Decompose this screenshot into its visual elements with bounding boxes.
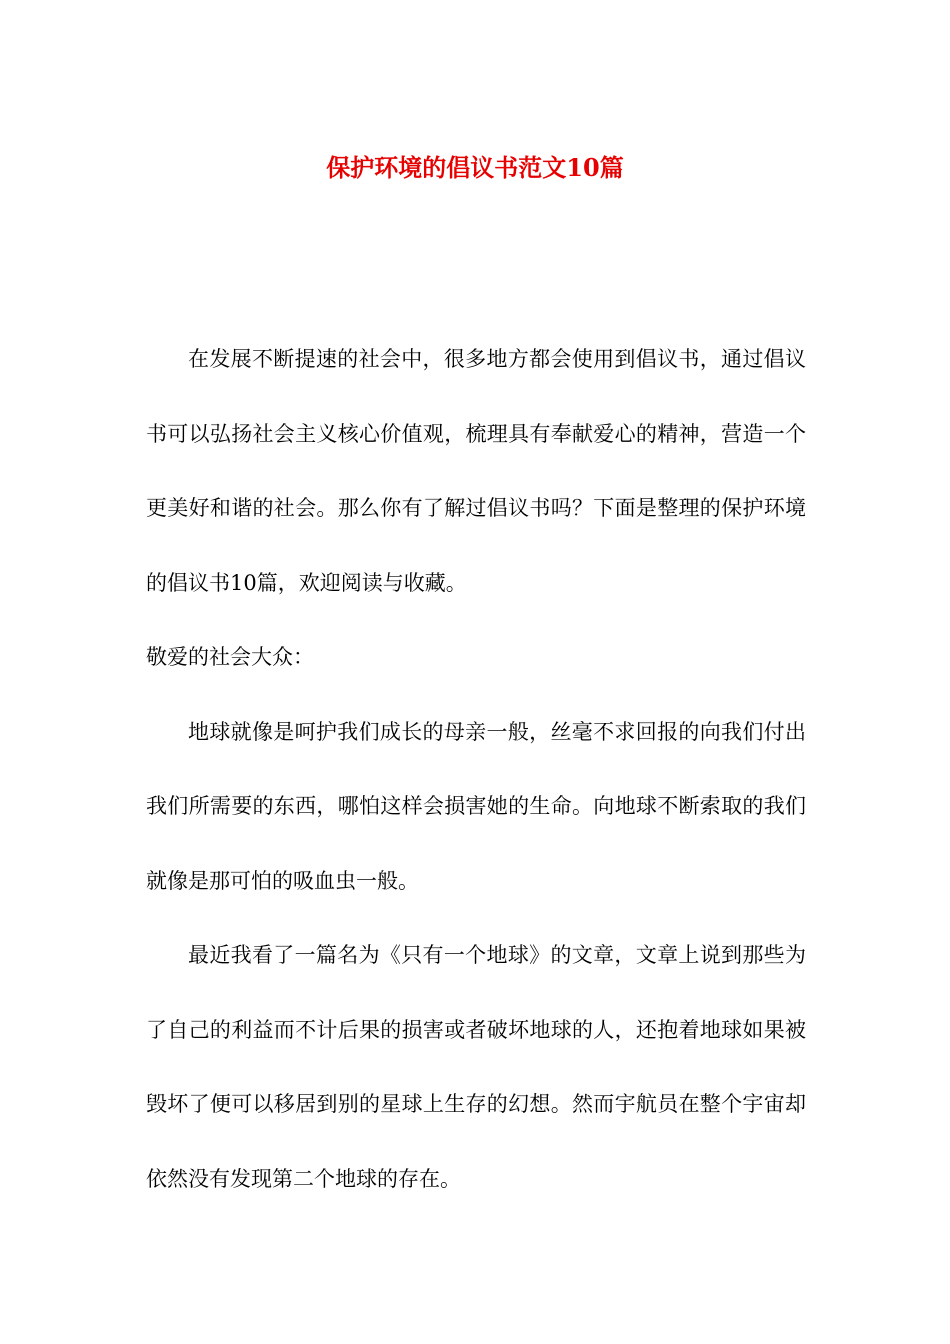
document-body	[146, 322, 806, 1216]
document-title: 保护环境的倡议书范文10篇	[326, 153, 624, 183]
paragraph-earth-mother: 地球就像是呵护我们成长的母亲一般，丝毫不求回报的向我们付出我们所需要的东西，哪怕这样会损害她的生命。向地球不断索取的我们就像是那可怕的吸血虫一般。	[146, 719, 806, 893]
paragraph-only-one-earth: 最近我看了一篇名为《只有一个地球》的文章，文章上说到那些为了自己的利益而不计后果的损害或者破坏地球的人，还抱着地球如果被毁坏了便可以移居到别的星球上生存的幻想。然而宇航员在整个宇宙却依然没有发现第二个地球的存在。	[146, 943, 806, 1191]
paragraph-salutation: 敬爱的社会大众：	[146, 645, 314, 669]
paragraph-intro: 在发展不断提速的社会中，很多地方都会使用到倡议书，通过倡议书可以弘扬社会主义核心价值观，梳理具有奉献爱心的精神，营造一个更美好和谐的社会。那么你有了解过倡议书吗？下面是整理的保护环境的倡议书10篇，欢迎阅读与收藏。	[146, 347, 806, 595]
